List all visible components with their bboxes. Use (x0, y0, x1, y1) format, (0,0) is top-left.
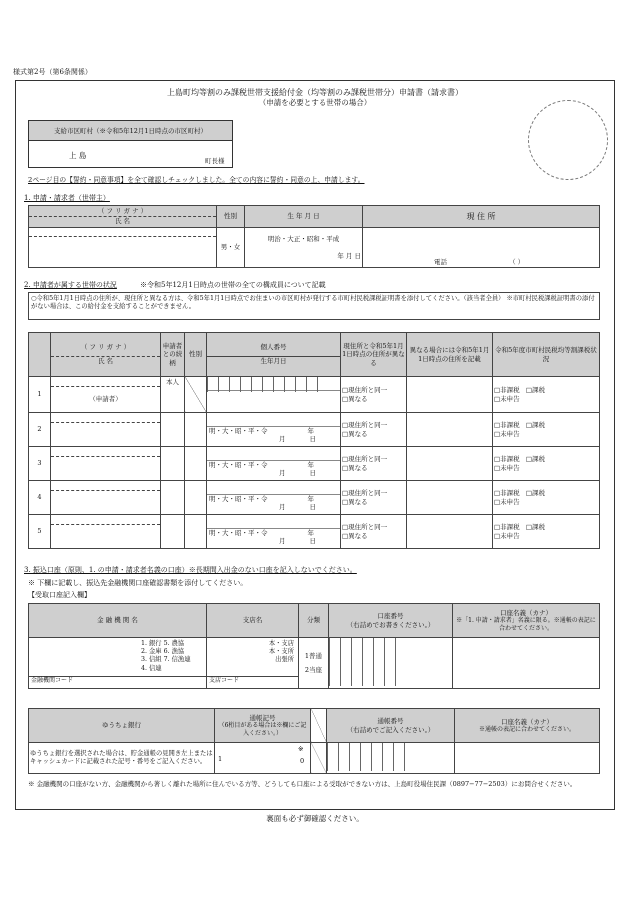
account-number-field[interactable] (329, 638, 453, 689)
form-number: 様式第2号（第6条関係） (13, 68, 92, 76)
holder-field[interactable] (453, 638, 600, 689)
section3-title: 3. 振込口座（原則、1. の申請・請求者名義の口座）※長期間入出金のない口座を記入しないでください。 (24, 566, 357, 574)
addr-check[interactable]: □現住所と同一 □異なる (341, 413, 407, 447)
municipality-box (28, 120, 233, 168)
sex-options[interactable]: 男・女 (217, 228, 245, 268)
sex-header: 性別 (217, 206, 245, 228)
household-table (28, 332, 600, 549)
bank-name-field[interactable]: 1. 銀行 5. 農協 2. 金庫 6. 漁協 3. 信組 7. 信漁連 4. 信連 金融機関コード (29, 638, 207, 689)
relation-header: 申請者との続柄 (161, 333, 185, 377)
address-field[interactable] (363, 228, 600, 268)
phone-label: 電話 (434, 257, 447, 266)
section1-title: 1. 申請・請求者（世帯主） (24, 194, 110, 202)
section2-note: ※令和5年12月1日時点の世帯の全ての構成員について記載 (140, 281, 326, 289)
applicant-table (28, 205, 600, 268)
type-header: 分類 (299, 604, 329, 638)
dob-header: 生 年 月 日 (245, 206, 363, 228)
yucho-description: ゆうちょ銀行を選択された場合は、貯金通帳の見開き左上またはキャッシュカードに記載された記号・番号をご記入ください。 (29, 743, 215, 774)
phone-paren: （ ） (509, 257, 525, 266)
addr-jan-header: 異なる場合には令和5年1月1日時点の住所を記載 (407, 333, 493, 377)
addr-check[interactable]: □現住所と同一 □異なる (341, 481, 407, 515)
member-sex-header: 性別 (185, 333, 207, 377)
yucho-symbol-field[interactable]: 1 ※ 0 (215, 743, 311, 774)
table-row: 5 明・大・昭・平・令 年 月 日 □現住所と同一 □異なる □非課税 □課税 □未申告 (29, 515, 600, 549)
yucho-table (28, 708, 600, 774)
addr-check[interactable]: □現住所と同一 □異なる (341, 447, 407, 481)
account-type-field[interactable]: 1普通 2当座 (299, 638, 329, 689)
yucho-holder-header: 口座名義（カナ） ※通帳の表記に合わせてください。 (455, 709, 600, 743)
tax-check[interactable]: □非課税 □課税 □未申告 (493, 481, 600, 515)
holder-header: 口座名義（カナ） ※「1. 申請・請求者」名義に限る。※通帳の表記に合わせてください。 (453, 604, 600, 638)
furigana-header: （ フ リ ガ ナ ） 氏 名 (29, 206, 217, 228)
tax-check[interactable]: □非課税 □課税 □未申告 (493, 447, 600, 481)
tax-check[interactable]: □非課税 □課税 □未申告 (493, 413, 600, 447)
form-subtitle: （申請を必要とする世帯の場合） (258, 98, 372, 107)
member-name-header: （ フ リ ガ ナ ） 氏 名 (51, 333, 161, 377)
addr-diff-header: 現住所と令和5年1月1日時点の住所が異なる (341, 333, 407, 377)
branch-header: 支店名 (207, 604, 299, 638)
section3-footer: ※ 金融機関の口座がない方、金融機関から著しく離れた場所に住んでいる方等、どうしても口座による受取ができない方は、上島町役場住民課（0897−77−2503）にお問合せください。 (28, 780, 577, 788)
tax-check[interactable]: □非課税 □課税 □未申告 (493, 515, 600, 549)
bank-code-label: 金融機関コード (31, 677, 74, 685)
table-row: 2 明・大・昭・平・令 年 月 日 □現住所と同一 □異なる □非課税 □課税 □未申告 (29, 413, 600, 447)
yucho-holder-field[interactable] (455, 743, 600, 774)
municipality-name: 上 島 (69, 151, 87, 160)
section2-title: 2. 申請者が属する世帯の状況 (24, 281, 117, 289)
section3-label: 【受取口座記入欄】 (28, 591, 91, 599)
addr-check[interactable]: □現住所と同一 □異なる (341, 377, 407, 413)
section2-notice: ○令和5年1月1日時点の住所が、現住所と異なる方は、令和5年1月1日時点でお住まいの市区町村が発行する市町村民税課税証明書を添付してください。（該当者全員） ※市町村民税課税証明書の添付がない場合は、この給付金を支給することができません。 (28, 292, 600, 320)
yucho-symbol-header: 通帳記号 （6桁目がある場合は※欄にご記入ください。） (215, 709, 311, 743)
consent-text: 2ページ目の【誓約・同意事項】を全て確認しチェックしました。全ての内容に誓約・同意の上、申請します。 (28, 176, 365, 184)
section3-note: ※ 下欄に記載し、振込先金融機関口座確認書類を添付してください。 (28, 579, 248, 587)
tax-status-header: 令和5年度市町村民税均等割課税状況 (493, 333, 600, 377)
applicant-name-field[interactable] (29, 228, 217, 268)
yucho-number-header: 通帳番号 （右詰めでご記入ください。） (327, 709, 455, 743)
municipality-suffix: 町長様 (205, 157, 225, 165)
branch-code-label: 支店コード (209, 677, 240, 685)
bank-table (28, 603, 600, 689)
back-note: 裏面も必ず御確認ください。 (266, 814, 364, 823)
dob-field[interactable]: 明治・大正・昭和・平成 年 月 日 (245, 228, 363, 268)
yucho-number-field[interactable] (327, 743, 455, 774)
tax-check[interactable]: □非課税 □課税 □未申告 (493, 377, 600, 413)
branch-name-field[interactable]: 本・支店 本・支所 出張所 支店コード (207, 638, 299, 689)
account-header: 口座番号 （右詰めでお書きください。） (329, 604, 453, 638)
address-header: 現 住 所 (363, 206, 600, 228)
yucho-header: ゆうちょ銀行 (29, 709, 215, 743)
table-row: 1 （申請者） 本人 □現住所と同一 □異なる □非課税 □課税 □未申告 (29, 377, 600, 413)
form-title: 上島町均等割のみ課税世帯支援給付金（均等割のみ課税世帯分）申請書（請求書） (167, 88, 463, 97)
table-row: 3 明・大・昭・平・令 年 月 日 □現住所と同一 □異なる □非課税 □課税 □未申告 (29, 447, 600, 481)
mynumber-header: 個人番号 生年月日 (207, 333, 341, 377)
table-row: 4 明・大・昭・平・令 年 月 日 □現住所と同一 □異なる □非課税 □課税 □未申告 (29, 481, 600, 515)
addr-check[interactable]: □現住所と同一 □異なる (341, 515, 407, 549)
bank-header: 金 融 機 関 名 (29, 604, 207, 638)
seal-circle (528, 100, 608, 180)
municipality-header: 支給市区町村（※令和5年12月1日時点の市区町村） (29, 121, 232, 141)
